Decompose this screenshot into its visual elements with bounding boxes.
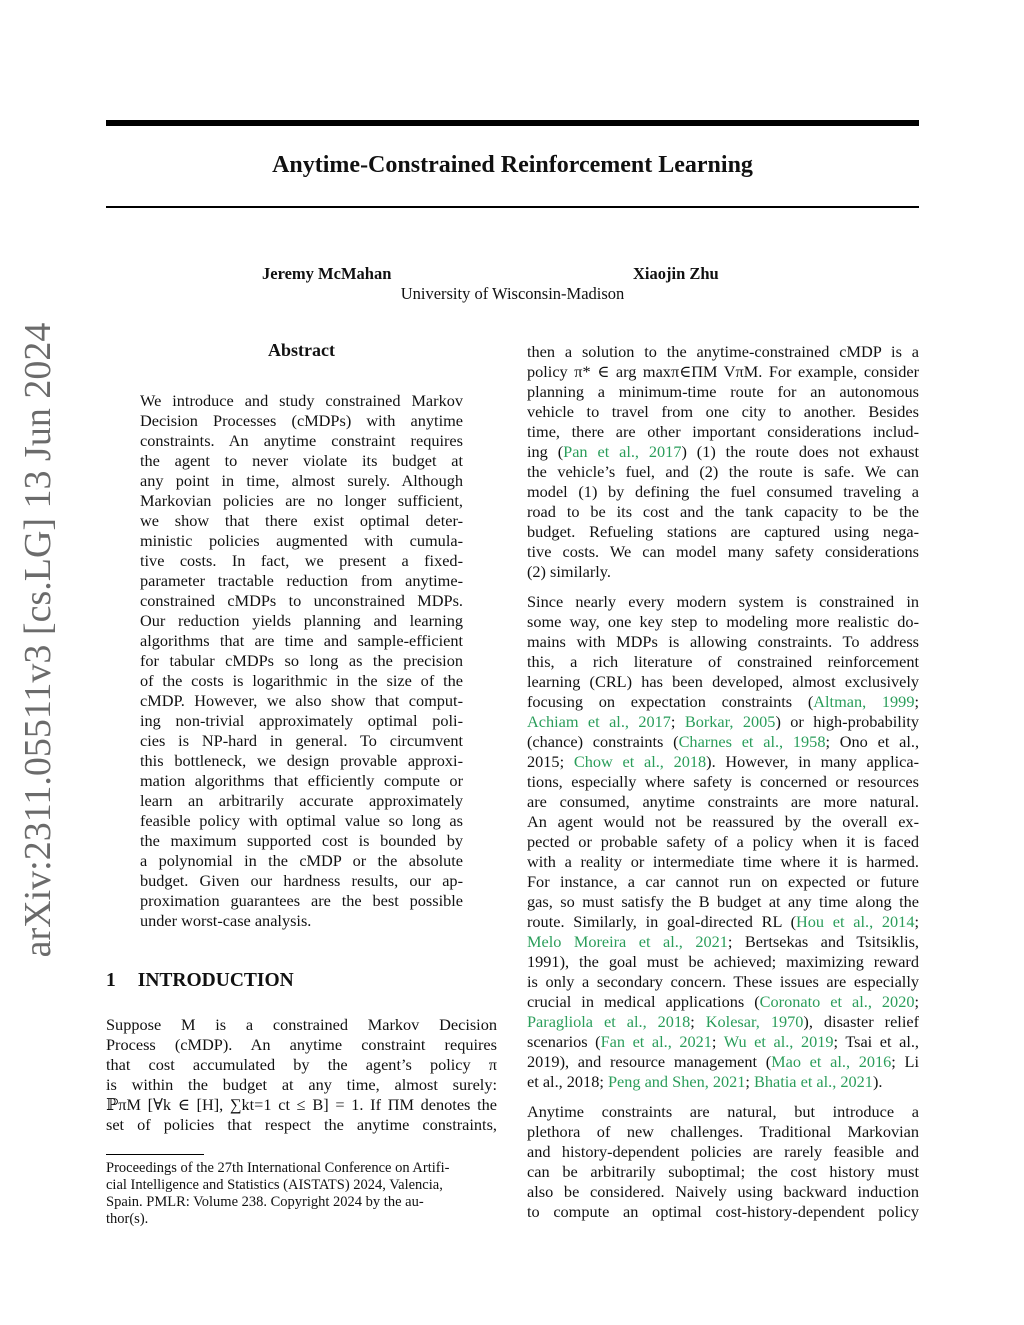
footnote-line: Spain. PMLR: Volume 238. Copyright 2024 by the au- [106,1194,424,1210]
body-line: route. Similarly, in goal-directed RL (Hou et al., 2014; [527,912,919,931]
body-line: An agent would not be reassured by the overall ex- [527,812,919,831]
title-rule [106,206,919,208]
footnote-line: cial Intelligence and Statistics (AISTATS) 2024, Valencia, [106,1177,443,1193]
body-line: and history-dependent policies are rarely feasible and [527,1142,919,1161]
abstract-line: algorithms that are time and sample-efficient [140,631,463,650]
affiliation: University of Wisconsin-Madison [400,284,625,303]
abstract-line: we show that there exist optimal deter- [140,511,463,530]
abstract-line: learn an arbitrarily accurate approximately [140,791,463,810]
paper-title: Anytime-Constrained Reinforcement Learning [272,152,753,178]
body-line: the vehicle’s fuel, and (2) the route is safe. We can [527,462,919,481]
body-line: (2) similarly. [527,562,611,581]
body-line: model (1) by defining the fuel consumed traveling a [527,482,919,501]
abstract-line: this bottleneck, we design provable approxi- [140,751,463,770]
section-heading-introduction [106,970,294,992]
right-paragraph-1 [527,342,919,582]
body-line: scenarios (Fan et al., 2021; Wu et al., 2019; Tsai et al., [527,1032,919,1051]
abstract-line: We introduce and study constrained Markov [140,391,463,410]
abstract-line: the agent to never violate its budget at [140,451,463,470]
intro-line: Process (cMDP). An anytime constraint requires [106,1035,497,1054]
body-line: 1991), the goal must be achieved; maximizing reward [527,952,919,971]
body-line: 2019), and resource management (Mao et al., 2016; Li [527,1052,919,1071]
body-line: et al., 2018; Peng and Shen, 2021; Bhatia et al., 2021). [527,1072,883,1091]
body-line: then a solution to the anytime-constrained cMDP is a [527,342,919,361]
abstract-line: of the costs is logarithmic in the size of the [140,671,463,690]
body-line: Anytime constraints are natural, but introduce a [527,1102,919,1121]
body-line: policy π* ∈ arg maxπ∈ΠM VπM. For example, consider [527,362,919,381]
arxiv-id: arXiv:2311.05511v3 [cs.LG] 13 Jun 2024 [17,322,59,958]
body-line: vehicle to travel from one city to another. Besides [527,402,919,421]
abstract-heading: Abstract [268,340,335,360]
body-line: Melo Moreira et al., 2021; Bertsekas and Tsitsiklis, [527,932,919,951]
abstract-line: tive costs. In fact, we present a fixed- [140,551,463,570]
body-line: can be arbitrarily suboptimal; the cost history must [527,1162,919,1181]
intro-left-column [106,1015,497,1135]
abstract-line: constrained cMDPs to unconstrained MDPs. [140,591,463,610]
body-line: plethora of new challenges. Traditional Markovian [527,1122,919,1141]
body-line: focusing on expectation constraints (Altman, 1999; [527,692,919,711]
abstract-line: feasible policy with optimal value so long as [140,811,463,830]
footnote-line: thor(s). [106,1211,149,1227]
body-line: mains with MDPs is allowing constraints. To address [527,632,919,651]
abstract-line: under worst-case analysis. [140,911,312,930]
body-line: road to be its cost and the tank capacity to be the [527,502,919,521]
section-title: INTRODUCTION [137,970,294,991]
body-line: Paragliola et al., 2018; Kolesar, 1970), disaster relief [527,1012,919,1031]
abstract-line: mation algorithms that efficiently compute or [140,771,463,790]
body-line: learning (CRL) has been developed, almost exclusively [527,672,919,691]
right-paragraph-2 [527,592,919,1092]
intro-line: is within the budget at any time, almost surely: [106,1075,497,1094]
body-line: time, there are other important considerations includ- [527,422,919,441]
abstract-line: any point in time, almost surely. Although [140,471,463,490]
abstract-line: the maximum supported cost is bounded by [140,831,463,850]
intro-line: Suppose M is a constrained Markov Decision [106,1015,497,1034]
abstract-line: cMDP. However, we also show that comput- [140,691,463,710]
abstract-line: proximation guarantees are the best possible [140,891,463,910]
abstract-line: a polynomial in the cMDP or the absolute [140,851,463,870]
body-line: tive costs. We can model many safety considerations [527,542,919,561]
body-line: ing (Pan et al., 2017) (1) the route does not exhaust [527,442,919,461]
body-line: to compute an optimal cost-history-dependent policy [527,1202,919,1221]
intro-line: set of policies that respect the anytime constraints, [106,1115,497,1134]
abstract-line: for tabular cMDPs so long as the precision [140,651,463,670]
author-1: Jeremy McMahan [262,264,392,283]
body-line: this, a rich literature of constrained reinforcement [527,652,919,671]
body-line: tions, especially where safety is concerned or resources [527,772,919,791]
abstract-line: Decision Processes (cMDPs) with anytime [140,411,463,430]
section-number: 1 [106,970,116,991]
body-line: gas, so must satisfy the B budget at any time along the [527,892,919,911]
body-line: are consumed, anytime constraints are more natural. [527,792,919,811]
abstract-line: ministic policies augmented with cumula- [140,531,463,550]
body-line: Achiam et al., 2017; Borkar, 2005) or high-probability [527,712,919,731]
body-line: planning a minimum-time route for an autonomous [527,382,919,401]
body-line: pected or probable safety of a policy when it is faced [527,832,919,851]
abstract-line: ing non-trivial approximately optimal poli- [140,711,463,730]
abstract-line: constraints. An anytime constraint requires [140,431,463,450]
abstract-line: cies is NP-hard in general. To circumvent [140,731,463,750]
body-line: also be considered. Naively using backward induction [527,1182,919,1201]
right-paragraph-3 [527,1102,919,1222]
abstract-line: Our reduction yields planning and learning [140,611,463,630]
footnote-line: Proceedings of the 27th International Conference on Artifi- [106,1160,450,1176]
body-line: For instance, a car cannot run on expected or future [527,872,919,891]
body-line: crucial in medical applications (Coronato et al., 2020; [527,992,919,1011]
intro-line: ℙπM [∀k ∈ [H], ∑kt=1 ct ≤ B] = 1. If ΠM denotes the [106,1095,497,1114]
intro-line: that cost accumulated by the agent’s policy π [106,1055,497,1074]
body-line: is only a secondary concern. These issues are especially [527,972,919,991]
footnote-rule [106,1154,204,1155]
body-line: budget. Refueling stations are captured using nega- [527,522,919,541]
body-line: (chance) constraints (Charnes et al., 1958; Ono et al., [527,732,919,751]
abstract-line: budget. Given our hardness results, our ap- [140,871,463,890]
footnote [106,1160,497,1228]
abstract-line: Markovian policies are no longer sufficient, [140,491,463,510]
top-rule [106,120,919,126]
author-2: Xiaojin Zhu [633,264,719,283]
body-line: 2015; Chow et al., 2018). However, in many applica- [527,752,919,771]
abstract-line: parameter tractable reduction from anytime- [140,571,463,590]
body-line: Since nearly every modern system is constrained in [527,592,919,611]
abstract-body [140,391,463,931]
body-line: with a reality or intermediate time where it is harmed. [527,852,919,871]
body-line: some way, one key step to modeling more realistic do- [527,612,919,631]
